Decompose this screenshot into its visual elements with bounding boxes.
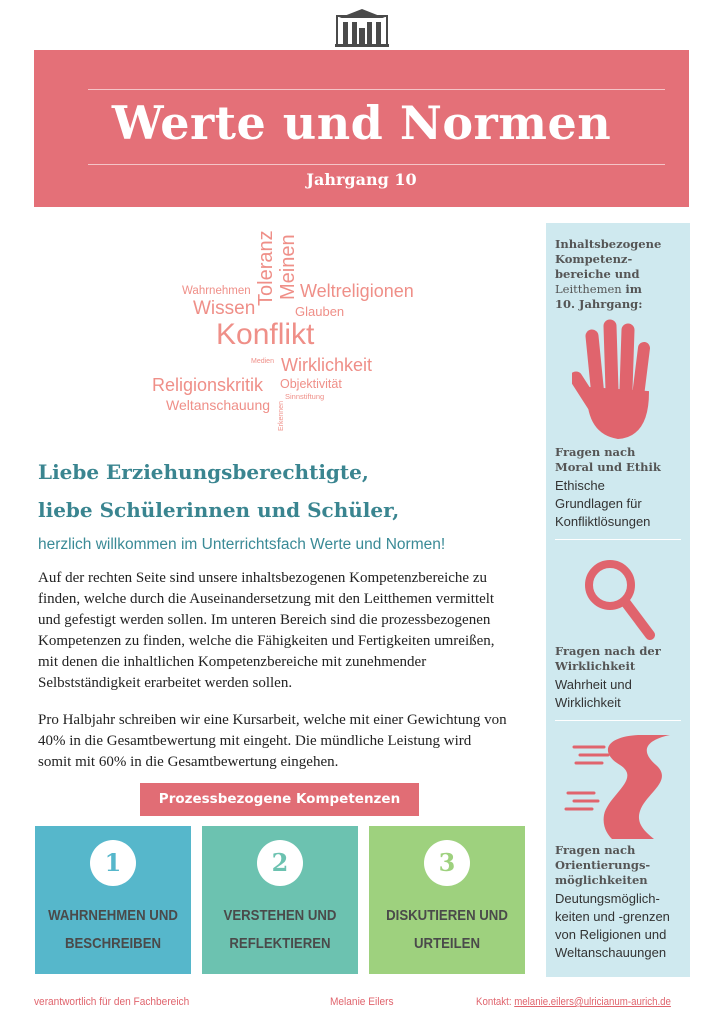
word-weltanschauung: Weltanschauung — [166, 397, 271, 413]
section-reality-title — [555, 644, 661, 674]
section-moral-title-line-1: Fragen nach — [555, 445, 636, 459]
sidebar-heading-line-5: 10. Jahrgang: — [555, 297, 643, 311]
section-orientation-text-line-2: keiten und -grenzen — [555, 909, 670, 924]
competence-label-3-line-2: URTEILEN — [414, 935, 480, 952]
competence-box-3 — [369, 826, 525, 974]
sidebar-heading-line-1: Inhaltsbezogene — [555, 237, 662, 251]
competence-box-2 — [202, 826, 358, 974]
sidebar-heading-line-2: Kompetenz- — [555, 252, 633, 266]
section-moral-text-line-2: Grundlagen für — [555, 496, 642, 511]
word-erkennen: Erkennen — [278, 401, 285, 431]
sidebar-heading-line-3: bereiche und — [555, 267, 640, 281]
competence-label-1-line-1: WAHRNEHMEN UND — [48, 907, 178, 924]
section-reality-text-line-1: Wahrheit und — [555, 677, 632, 692]
word-meinen: Meinen — [277, 234, 299, 300]
section-moral-text-line-1: Ethische — [555, 478, 605, 493]
grading-paragraph: Pro Halbjahr schreiben wir eine Kursarbeit, welche mit einer Gewichtung von 40% in die Gesamtbewertung mit eingeht. Die mündliche Leistung wird somit mit 60% in die Gesamtbewertung eingehen. — [38, 712, 507, 770]
greeting-line-2: liebe Schülerinnen und Schüler, — [38, 498, 400, 522]
footer-responsible: verantwortlich für den Fachbereich — [34, 996, 190, 1008]
welcome-text: herzlich willkommen im Unterrichtsfach Werte und Normen! — [38, 536, 446, 553]
competence-number-1: 1 — [90, 840, 136, 886]
sidebar-heading — [555, 237, 661, 312]
section-orientation-text-line-1: Deutungsmöglich- — [555, 891, 660, 906]
footer-email-link[interactable]: melanie.eilers@ulricianum-aurich.de — [514, 996, 671, 1008]
competence-box-1 — [35, 826, 191, 974]
content-competences-sidebar — [546, 223, 690, 977]
word-konflikt: Konflikt — [216, 318, 315, 351]
hand-icon — [572, 318, 662, 443]
greeting-line-1: Liebe Erziehungsberechtigte, — [38, 460, 369, 484]
intro-paragraph: Auf der rechten Seite sind unsere inhaltsbezogenen Kompetenzbereiche zu finden, welche durch die Auseinandersetzung mit den Leitthemen vermittelt und gefestigt werden sollen. Im unteren Bereich sind die prozessbezogenen Kompetenzen zu finden, welche die Fähigkeiten und Fertigkeiten umreißen, mit denen die inhaltlichen Kompetenzbereiche mit zunehmender Selbstständigkeit erarbeitet werden sollen. — [38, 570, 495, 691]
word-glauben: Glauben — [295, 304, 345, 319]
word-sinnstiftung: Sinnstiftung — [285, 392, 325, 401]
section-reality-text-line-2: Wirklichkeit — [555, 695, 621, 710]
page-subtitle: Jahrgang 10 — [306, 170, 417, 189]
competence-label-2 — [211, 902, 348, 958]
section-moral-title — [555, 445, 661, 475]
competence-label-1-line-2: BESCHREIBEN — [64, 935, 162, 952]
competence-label-2-line-2: REFLEKTIEREN — [229, 935, 331, 952]
section-reality-title-line-1: Fragen nach der — [555, 644, 661, 658]
competence-label-3-line-1: DISKUTIEREN UND — [386, 907, 508, 924]
section-moral-text-line-3: Konfliktlösungen — [555, 514, 651, 529]
section-moral-text — [555, 477, 650, 531]
word-weltreligionen: Weltreligionen — [300, 281, 414, 301]
word-objektivitaet: Objektivität — [280, 377, 342, 391]
building-icon — [333, 8, 391, 48]
sidebar-heading-line-4b: im — [625, 282, 642, 296]
section-orientation-title-line-1: Fragen nach — [555, 843, 636, 857]
section-orientation-text — [555, 890, 670, 962]
sidebar-divider-2 — [555, 720, 681, 721]
section-reality-text — [555, 676, 632, 712]
competence-number-3: 3 — [424, 840, 470, 886]
sidebar-heading-line-4: Leitthemen — [555, 282, 626, 296]
sidebar-divider-1 — [555, 539, 681, 540]
footer-contact — [476, 996, 671, 1008]
word-toleranz: Toleranz — [255, 230, 277, 306]
word-religionskritik: Religionskritik — [152, 375, 264, 395]
page-title: Werte und Normen — [111, 96, 612, 150]
section-orientation-text-line-3: von Religionen und — [555, 927, 667, 942]
section-orientation-title-line-2: Orientierungs- — [555, 858, 651, 872]
road-icon — [564, 723, 676, 843]
magnifier-icon — [582, 557, 662, 647]
banner-divider-bottom — [88, 164, 665, 165]
word-wahrnehmen: Wahrnehmen — [182, 285, 251, 297]
section-orientation-title-line-3: möglichkeiten — [555, 873, 648, 887]
word-medien: Medien — [251, 358, 274, 365]
competence-label-2-line-1: VERSTEHEN UND — [223, 907, 337, 924]
word-wissen: Wissen — [193, 298, 256, 319]
competence-label-1 — [44, 902, 181, 958]
footer-contact-label: Kontakt: — [476, 996, 515, 1008]
word-wirklichkeit: Wirklichkeit — [281, 355, 373, 375]
header-banner — [34, 50, 689, 207]
section-orientation-title — [555, 843, 650, 888]
footer-name: Melanie Eilers — [330, 996, 394, 1008]
section-moral-title-line-2: Moral und Ethik — [555, 460, 661, 474]
section-orientation-text-line-4: Weltanschauungen — [555, 945, 667, 960]
competence-label-3 — [378, 902, 515, 958]
section-reality-title-line-2: Wirklichkeit — [555, 659, 636, 673]
banner-divider-top — [88, 89, 665, 90]
process-competences-label: Prozessbezogene Kompetenzen — [140, 783, 419, 816]
competence-number-2: 2 — [257, 840, 303, 886]
word-cloud — [150, 228, 430, 438]
